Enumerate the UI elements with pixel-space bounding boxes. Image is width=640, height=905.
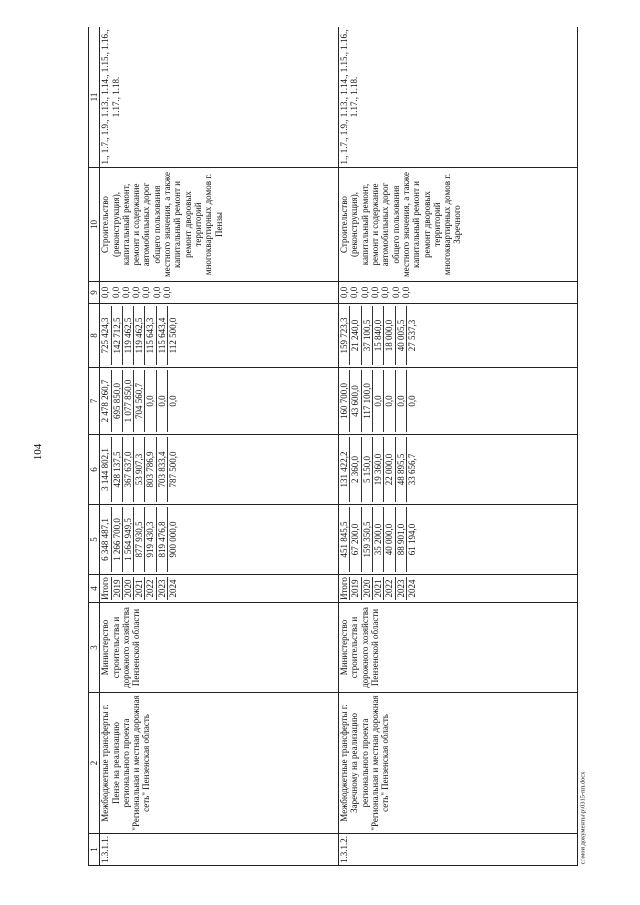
amount: 0,0	[110, 286, 121, 298]
regional-funding-cell	[339, 368, 578, 435]
amount: 819 476,8	[157, 507, 168, 572]
amount: 2 478 260,7	[100, 370, 111, 432]
page-number: 104	[32, 443, 44, 461]
amount: 0,0	[162, 286, 173, 298]
years-cell	[100, 575, 339, 603]
total-funding-cell	[339, 505, 578, 575]
amount: 0,0	[151, 286, 162, 298]
amount: 1 564 949,5	[123, 507, 134, 572]
amount: 67 200,0	[350, 507, 361, 572]
year: 2024	[406, 579, 417, 598]
amount: 53 907,3	[134, 437, 145, 502]
column-number: 5	[89, 505, 100, 575]
amount: 0,0	[384, 370, 395, 432]
amount: 15 840,0	[373, 306, 384, 365]
amount: 0,0	[145, 370, 156, 432]
year: 2019	[112, 577, 123, 600]
column-number: 2	[89, 693, 100, 834]
amount: 0,0	[168, 395, 179, 407]
amount: 131 422,2	[339, 437, 350, 502]
year: 2021	[134, 577, 145, 600]
table-row	[339, 27, 578, 866]
amount: 6 348 487,1	[100, 507, 111, 572]
amount: 0,0	[400, 286, 411, 298]
amount: 19 360,0	[373, 437, 384, 502]
year: Итого	[100, 577, 111, 600]
amount: 117 100,0	[362, 370, 373, 432]
amount: 27 537,3	[406, 319, 417, 352]
local-funding-cell	[339, 304, 578, 368]
local-funding-cell	[100, 304, 339, 368]
total-funding-cell	[100, 505, 339, 575]
year: 2021	[373, 577, 384, 600]
federal-funding-cell	[339, 435, 578, 505]
table-viewport	[88, 27, 578, 866]
column-number: 3	[89, 603, 100, 693]
amount: 159 723,3	[339, 306, 350, 365]
amount: 0,0	[100, 286, 111, 298]
column-number: 6	[89, 435, 100, 505]
activity-code: 1.3.1.2.	[339, 834, 578, 866]
amount: 1 077 850,0	[123, 370, 134, 432]
indicator-references: 1., 1.7., 1.9., 1.13., 1.14., 1.15., 1.16., 1.17., 1.18.	[100, 27, 339, 168]
regional-funding-cell	[100, 368, 339, 435]
amount: 0,0	[406, 395, 417, 407]
amount: 703 833,4	[157, 437, 168, 502]
amount: 787 500,0	[168, 451, 179, 488]
table-row	[100, 27, 339, 866]
year: Итого	[339, 577, 350, 600]
amount: 61 194,0	[406, 523, 417, 556]
activity-name: Межбюджетные трансферты г. Пензе на реализацию регионального проекта "Региональная и местная дорожная сеть" Пензенская область	[100, 693, 339, 834]
year: 2022	[145, 577, 156, 600]
activity-name: Межбюджетные трансферты г. Заречному на реализацию регионального проекта "Региональная и местная дорожная сеть" Пензенская область	[339, 693, 578, 834]
year: 2020	[123, 577, 134, 600]
year: 2022	[384, 577, 395, 600]
amount: 159 350,5	[362, 507, 373, 572]
rotated-table-container	[88, 27, 578, 866]
year: 2024	[168, 579, 179, 598]
amount: 35 200,0	[373, 507, 384, 572]
amount: 115 643,4	[157, 306, 168, 365]
federal-funding-cell	[100, 435, 339, 505]
column-number: 8	[89, 304, 100, 368]
amount: 0,0	[380, 286, 391, 298]
amount: 0,0	[157, 370, 168, 432]
column-number: 7	[89, 368, 100, 435]
amount: 725 424,3	[100, 306, 111, 365]
amount: 21 240,0	[350, 306, 361, 365]
responsible-executor: Министерство строительства и дорожного хозяйства Пензенской области	[100, 603, 339, 693]
amount: 695 850,0	[112, 370, 123, 432]
amount: 877 930,5	[134, 507, 145, 572]
amount: 3 144 802,1	[100, 437, 111, 502]
indicator-references: 1., 1.7., 1.9., 1.13., 1.14., 1.15., 1.16., 1.17., 1.18.	[339, 27, 578, 168]
amount: 919 430,3	[145, 507, 156, 572]
column-number: 1	[89, 834, 100, 866]
amount: 119 462,5	[134, 306, 145, 365]
amount: 704 560,7	[134, 370, 145, 432]
amount: 88 901,0	[396, 507, 407, 572]
column-number: 11	[89, 27, 100, 168]
amount: 451 845,5	[339, 507, 350, 572]
column-number: 10	[89, 168, 100, 282]
amount: 803 786,9	[145, 437, 156, 502]
amount: 0,0	[390, 286, 401, 298]
program-activities-table	[88, 27, 578, 866]
amount: 33 656,7	[406, 453, 417, 486]
amount: 2 360,0	[350, 437, 361, 502]
column-number: 9	[89, 282, 100, 304]
amount: 40 005,5	[396, 306, 407, 365]
amount: 0,0	[370, 286, 381, 298]
expected-result: Строительство (реконструкция), капитальный ремонт, ремонт и содержание автомобильных дорог общего пользования местного значения, а также капитальный ремонт и ремонт дворовых территорий многоквартирных домов г. Пензы	[100, 168, 339, 282]
year: 2019	[350, 577, 361, 600]
amount: 367 637,0	[123, 437, 134, 502]
amount: 428 137,5	[112, 437, 123, 502]
amount: 1 266 700,0	[112, 507, 123, 572]
amount: 40 000,0	[384, 507, 395, 572]
amount: 115 643,3	[145, 306, 156, 365]
column-number-row	[89, 27, 100, 866]
amount: 0,0	[373, 370, 384, 432]
document-file-path: c:\мои документы\р\0315-пп.docx	[579, 771, 587, 865]
amount: 48 895,5	[396, 437, 407, 502]
year: 2023	[157, 577, 168, 600]
year: 2023	[396, 577, 407, 600]
amount: 119 462,5	[123, 306, 134, 365]
amount: 900 000,0	[168, 521, 179, 558]
years-cell	[339, 575, 578, 603]
amount: 160 700,0	[339, 370, 350, 432]
responsible-executor: Министерство строительства и дорожного хозяйства Пензенской области	[339, 603, 578, 693]
amount: 142 712,5	[112, 306, 123, 365]
amount: 0,0	[359, 286, 370, 298]
amount: 22 000,0	[384, 437, 395, 502]
other-funding-cell	[339, 282, 578, 304]
year: 2020	[362, 577, 373, 600]
amount: 0,0	[131, 286, 142, 298]
amount: 5 150,0	[362, 437, 373, 502]
expected-result: Строительство (реконструкция), капитальный ремонт, ремонт и содержание автомобильных дорог общего пользования местного значения, а также капитальный ремонт и ремонт дворовых территорий многоквартирных домов г. Заречного	[339, 168, 578, 282]
other-funding-cell	[100, 282, 339, 304]
amount: 18 000,0	[384, 306, 395, 365]
amount: 43 600,0	[350, 370, 361, 432]
activity-code: 1.3.1.1.	[100, 834, 339, 866]
amount: 0,0	[396, 370, 407, 432]
amount: 37 100,5	[362, 306, 373, 365]
amount: 0,0	[339, 286, 350, 298]
amount: 112 500,0	[168, 317, 179, 354]
amount: 0,0	[120, 286, 131, 298]
column-number: 4	[89, 575, 100, 603]
amount: 0,0	[349, 286, 360, 298]
amount: 0,0	[141, 286, 152, 298]
